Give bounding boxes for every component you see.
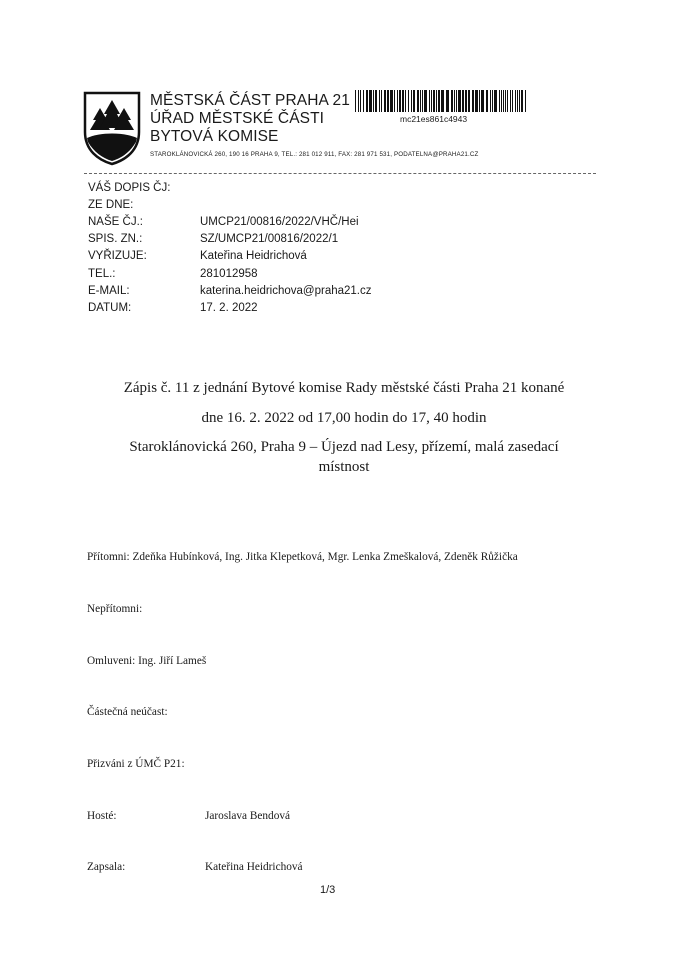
field-value: SZ/UMCP21/00816/2022/1 [200,233,339,246]
barcode-number: mc21es861c4943 [400,114,468,124]
absent-label: Nepřítomni: [87,603,143,615]
field-row [88,265,372,282]
field-label: NAŠE ČJ.: [88,215,143,228]
field-row [88,231,372,248]
field-row [88,248,372,265]
field-row [88,213,372,230]
org-name: MĚSTSKÁ ČÁST PRAHA 21 [150,92,350,109]
title-line: Staroklánovická 260, Praha 9 – Újezd nad Lesy, přízemí, malá zasedací [129,439,559,455]
document-title [60,378,628,477]
field-label: E-MAIL: [88,284,130,297]
field-label: ZE DNE: [88,198,134,211]
field-value: 281012958 [200,267,258,280]
recorder-label: Zapsala: [87,861,126,873]
partial-absence-label: Částečná neúčast: [87,706,168,718]
invited-label: Přizváni z ÚMČ P21: [87,758,185,770]
department-name: BYTOVÁ KOMISE [150,128,279,145]
field-value: UMCP21/00816/2022/VHČ/Hei [200,215,359,228]
title-line: místnost [318,459,370,475]
field-row [88,196,372,213]
field-value: Kateřina Heidrichová [200,250,307,263]
recorder-value: Kateřina Heidrichová [205,861,303,873]
office-name: ÚŘAD MĚSTSKÉ ČÁSTI [150,110,325,127]
header-divider [84,173,596,174]
field-row [88,282,372,299]
field-label: VYŘIZUJE: [88,250,147,263]
document-barcode [355,90,529,112]
field-row [88,179,372,196]
guests-value: Jaroslava Bendová [205,810,291,822]
reference-fields [88,179,372,317]
contact-address: STAROKLÁNOVICKÁ 260, 190 16 PRAHA 9, TEL.: 281 012 911, FAX: 281 971 531, PODATELNA@PRAHA21.CZ [150,151,479,158]
title-line: Zápis č. 11 z jednání Bytové komise Rady městské části Praha 21 konané [123,380,565,396]
field-label: VÁŠ DOPIS ČJ: [88,181,171,194]
present-list: Přítomni: Zdeňka Hubínková, Ing. Jitka Klepetková, Mgr. Lenka Zmeškalová, Zdeněk Růžička [87,551,518,563]
excused-list: Omluveni: Ing. Jiří Lameš [87,655,207,667]
guests-label: Hosté: [87,810,117,822]
page-number: 1/3 [320,884,336,896]
field-row [88,299,372,316]
title-line: dne 16. 2. 2022 od 17,00 hodin do 17, 40 hodin [201,410,487,426]
field-value: katerina.heidrichova@praha21.cz [200,284,372,297]
field-value: 17. 2. 2022 [200,301,258,314]
municipal-coat-of-arms-logo [82,90,142,166]
field-label: DATUM: [88,301,132,314]
field-label: TEL.: [88,267,116,280]
field-label: SPIS. ZN.: [88,233,143,246]
